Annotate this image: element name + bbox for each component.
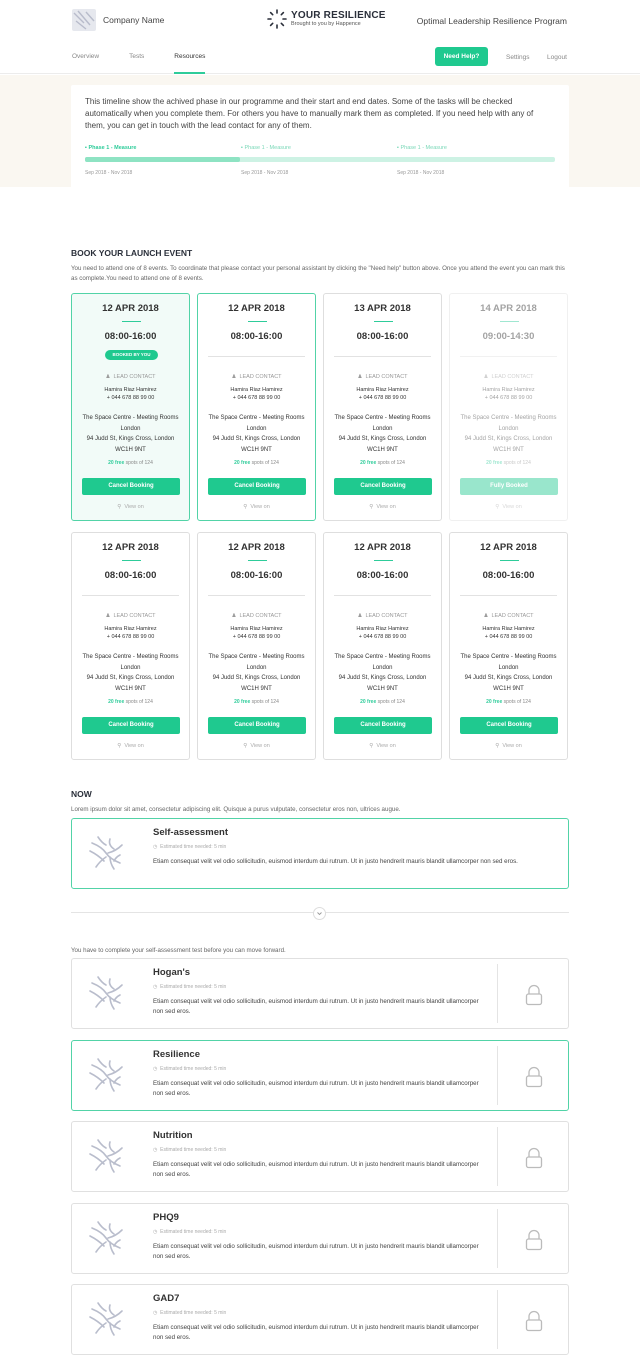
user-icon: ♟ bbox=[231, 613, 237, 619]
cancel-booking-button[interactable]: Cancel Booking bbox=[208, 478, 306, 495]
event-date: 14 APR 2018 bbox=[480, 303, 537, 314]
lead-contact-label bbox=[324, 374, 441, 380]
spots-total: spots of 124 bbox=[503, 460, 531, 466]
event-address bbox=[76, 413, 185, 455]
view-on-text: View on bbox=[502, 743, 522, 749]
event-card[interactable] bbox=[323, 532, 442, 760]
lead-contact-label bbox=[198, 374, 315, 380]
spots-free: 20 free bbox=[234, 699, 251, 705]
company-name: Company Name bbox=[103, 15, 165, 25]
view-on-map-link[interactable] bbox=[72, 743, 189, 749]
cancel-booking-button[interactable]: Fully Booked bbox=[460, 478, 558, 495]
spots-total: spots of 124 bbox=[251, 699, 279, 705]
view-on-text: View on bbox=[250, 743, 270, 749]
cancel-booking-button[interactable]: Cancel Booking bbox=[334, 717, 432, 734]
event-divider bbox=[208, 356, 305, 357]
event-address bbox=[76, 652, 185, 694]
lock-icon bbox=[525, 1066, 543, 1088]
cancel-booking-button[interactable]: Cancel Booking bbox=[460, 717, 558, 734]
event-date: 12 APR 2018 bbox=[102, 303, 159, 314]
view-on-text: View on bbox=[124, 743, 144, 749]
logout-link[interactable]: Logout bbox=[547, 54, 567, 61]
expand-toggle[interactable] bbox=[313, 907, 326, 920]
event-card[interactable] bbox=[71, 293, 190, 521]
map-pin-icon: ⚲ bbox=[243, 743, 248, 749]
map-pin-icon: ⚲ bbox=[369, 743, 374, 749]
venue-postcode: WC1H 9NT bbox=[241, 685, 272, 692]
contact-phone: + 044 678 88 99 00 bbox=[484, 634, 533, 640]
event-time: 08:00-16:00 bbox=[356, 331, 409, 342]
phase-label[interactable]: ▪ Phase 1 - Measure bbox=[241, 145, 291, 151]
map-pin-icon: ⚲ bbox=[495, 743, 500, 749]
venue-street: 94 Judd St, Kings Cross, London bbox=[86, 675, 175, 681]
contact-phone: + 044 678 88 99 00 bbox=[358, 395, 407, 401]
lead-contact-text: LEAD CONTACT bbox=[113, 374, 156, 380]
venue-street: 94 Judd St, Kings Cross, London bbox=[464, 436, 553, 442]
venue-city: London bbox=[246, 664, 267, 671]
spots-total: spots of 124 bbox=[377, 460, 405, 466]
settings-link[interactable]: Settings bbox=[506, 54, 530, 61]
venue-city: London bbox=[372, 425, 393, 432]
estimated-time bbox=[153, 984, 226, 990]
view-on-map-link[interactable] bbox=[450, 504, 567, 510]
self-assessment-card[interactable] bbox=[71, 818, 569, 889]
test-title: Self-assessment bbox=[153, 827, 228, 838]
venue-city: London bbox=[120, 425, 141, 432]
map-pin-icon: ⚲ bbox=[243, 504, 248, 510]
view-on-map-link[interactable] bbox=[198, 743, 315, 749]
lock-icon bbox=[525, 1147, 543, 1169]
user-icon: ♟ bbox=[483, 613, 489, 619]
view-on-map-link[interactable] bbox=[324, 504, 441, 510]
event-divider bbox=[208, 595, 305, 596]
spots-available bbox=[324, 460, 441, 466]
view-on-map-link[interactable] bbox=[324, 743, 441, 749]
timeline-card bbox=[71, 85, 569, 190]
lead-contact-text: LEAD CONTACT bbox=[239, 613, 282, 619]
spots-free: 20 free bbox=[108, 699, 125, 705]
event-time: 08:00-16:00 bbox=[230, 570, 283, 581]
venue-postcode: WC1H 9NT bbox=[241, 446, 272, 453]
test-title: Nutrition bbox=[153, 1130, 193, 1141]
event-date: 12 APR 2018 bbox=[102, 542, 159, 553]
lead-contact-info bbox=[450, 625, 567, 641]
user-icon: ♟ bbox=[105, 374, 111, 380]
clock-icon: ◷ bbox=[153, 1066, 158, 1072]
event-address bbox=[202, 413, 311, 455]
lock-icon bbox=[525, 1310, 543, 1332]
venue-postcode: WC1H 9NT bbox=[367, 685, 398, 692]
view-on-text: View on bbox=[250, 504, 270, 510]
view-on-map-link[interactable] bbox=[198, 504, 315, 510]
tab-overview[interactable]: Overview bbox=[72, 53, 100, 60]
spots-available bbox=[72, 699, 189, 705]
now-section-desc: Lorem ipsum dolor sit amet, consectetur adipiscing elit. Quisque a purus vulputate, consectetur eros non, ultrices augue. bbox=[71, 806, 401, 813]
venue-name: The Space Centre - Meeting Rooms bbox=[82, 654, 179, 660]
event-address bbox=[328, 413, 437, 455]
lead-contact-text: LEAD CONTACT bbox=[491, 374, 534, 380]
venue-name: The Space Centre - Meeting Rooms bbox=[208, 415, 305, 421]
company[interactable] bbox=[72, 9, 164, 31]
event-time: 08:00-16:00 bbox=[230, 331, 283, 342]
user-icon: ♟ bbox=[483, 374, 489, 380]
venue-street: 94 Judd St, Kings Cross, London bbox=[86, 436, 175, 442]
event-date-underline bbox=[500, 321, 519, 322]
lead-contact-text: LEAD CONTACT bbox=[365, 374, 408, 380]
brand-title: YOUR RESILIENCE bbox=[291, 10, 386, 21]
test-description: Etiam consequat velit vel odio sollicitudin, euismod interdum dui rutrum. Ut in justo hendrerit mauris blandit ullamcorper non sed eros. bbox=[153, 1324, 479, 1341]
clock-icon: ◷ bbox=[153, 984, 158, 990]
event-divider bbox=[82, 595, 179, 596]
main-nav bbox=[72, 53, 235, 60]
test-title: PHQ9 bbox=[153, 1212, 179, 1223]
clock-icon: ◷ bbox=[153, 1229, 158, 1235]
contact-name: Hamira Riaz Hamirez bbox=[104, 387, 157, 393]
lead-contact-info bbox=[198, 386, 315, 402]
event-date: 13 APR 2018 bbox=[354, 303, 411, 314]
event-date: 12 APR 2018 bbox=[228, 303, 285, 314]
venue-street: 94 Judd St, Kings Cross, London bbox=[212, 436, 301, 442]
booked-badge: BOOKED BY YOU bbox=[105, 350, 158, 360]
locked-test-card[interactable] bbox=[71, 958, 569, 1029]
brand-logo[interactable] bbox=[266, 8, 386, 30]
test-title: GAD7 bbox=[153, 1293, 180, 1304]
event-card[interactable] bbox=[323, 293, 442, 521]
cancel-booking-button[interactable]: Cancel Booking bbox=[82, 717, 180, 734]
brand-subtitle: Brought to you by Happence bbox=[291, 21, 361, 27]
tab-resources[interactable]: Resources bbox=[174, 53, 206, 60]
venue-city: London bbox=[120, 664, 141, 671]
program-title: Optimal Leadership Resilience Program bbox=[416, 16, 567, 26]
contact-phone: + 044 678 88 99 00 bbox=[358, 634, 407, 640]
spots-free: 20 free bbox=[108, 460, 125, 466]
event-time: 09:00-14:30 bbox=[482, 331, 535, 342]
event-date: 12 APR 2018 bbox=[354, 542, 411, 553]
locked-test-card[interactable] bbox=[71, 1121, 569, 1192]
company-logo-icon bbox=[72, 9, 96, 31]
contact-name: Hamira Riaz Hamirez bbox=[230, 626, 283, 632]
cancel-booking-button[interactable]: Cancel Booking bbox=[82, 478, 180, 495]
now-section-title: NOW bbox=[71, 789, 92, 799]
event-date: 12 APR 2018 bbox=[480, 542, 537, 553]
clock-icon: ◷ bbox=[153, 1147, 158, 1153]
venue-postcode: WC1H 9NT bbox=[493, 685, 524, 692]
spots-free: 20 free bbox=[486, 460, 503, 466]
estimated-time-text: Estimated time needed: 5 min bbox=[160, 844, 227, 850]
venue-name: The Space Centre - Meeting Rooms bbox=[460, 654, 557, 660]
lead-contact-label bbox=[450, 613, 567, 619]
test-illustration-icon bbox=[84, 1297, 128, 1341]
spots-total: spots of 124 bbox=[125, 460, 153, 466]
estimated-time bbox=[153, 844, 226, 850]
event-divider bbox=[334, 595, 431, 596]
lead-contact-label bbox=[72, 613, 189, 619]
contact-name: Hamira Riaz Hamirez bbox=[356, 387, 409, 393]
test-description: Etiam consequat velit vel odio sollicitudin, euismod interdum dui rutrum. Ut in justo hendrerit mauris blandit ullamcorper non sed eros. bbox=[153, 1080, 479, 1097]
estimated-time-text: Estimated time needed: 5 min bbox=[160, 1066, 227, 1072]
phase-label[interactable]: ▪ Phase 1 - Measure bbox=[85, 145, 137, 151]
venue-street: 94 Judd St, Kings Cross, London bbox=[464, 675, 553, 681]
estimated-time bbox=[153, 1229, 226, 1235]
spots-free: 20 free bbox=[234, 460, 251, 466]
view-on-text: View on bbox=[124, 504, 144, 510]
spots-available bbox=[450, 460, 567, 466]
test-illustration-icon bbox=[84, 971, 128, 1015]
contact-name: Hamira Riaz Hamirez bbox=[356, 626, 409, 632]
contact-name: Hamira Riaz Hamirez bbox=[482, 387, 535, 393]
test-illustration-icon bbox=[84, 1053, 128, 1097]
event-divider bbox=[334, 356, 431, 357]
locked-test-card[interactable] bbox=[71, 1284, 569, 1355]
phase-label-text: Phase 1 - Measure bbox=[400, 145, 447, 151]
phase-label-text: Phase 1 - Measure bbox=[244, 145, 291, 151]
venue-name: The Space Centre - Meeting Rooms bbox=[460, 415, 557, 421]
venue-name: The Space Centre - Meeting Rooms bbox=[334, 654, 431, 660]
estimated-time bbox=[153, 1147, 226, 1153]
event-date-underline bbox=[122, 321, 141, 322]
event-address bbox=[454, 413, 563, 455]
spots-free: 20 free bbox=[360, 699, 377, 705]
event-date-underline bbox=[374, 560, 393, 561]
venue-postcode: WC1H 9NT bbox=[115, 446, 146, 453]
estimated-time-text: Estimated time needed: 5 min bbox=[160, 984, 227, 990]
test-illustration-icon bbox=[84, 1134, 128, 1178]
event-card[interactable] bbox=[197, 293, 316, 521]
tab-tests[interactable]: Tests bbox=[129, 53, 145, 60]
user-icon: ♟ bbox=[357, 374, 363, 380]
contact-phone: + 044 678 88 99 00 bbox=[232, 634, 281, 640]
lead-contact-text: LEAD CONTACT bbox=[113, 613, 156, 619]
contact-phone: + 044 678 88 99 00 bbox=[484, 395, 533, 401]
spots-free: 20 free bbox=[360, 460, 377, 466]
event-date: 12 APR 2018 bbox=[228, 542, 285, 553]
phase-date: Sep 2018 - Nov 2018 bbox=[85, 170, 133, 176]
venue-city: London bbox=[498, 664, 519, 671]
spots-free: 20 free bbox=[486, 699, 503, 705]
event-card[interactable] bbox=[449, 532, 568, 760]
card-divider bbox=[497, 964, 498, 1023]
event-time: 08:00-16:00 bbox=[104, 570, 157, 581]
event-card[interactable] bbox=[449, 293, 568, 521]
test-illustration-icon bbox=[84, 1216, 128, 1260]
venue-city: London bbox=[498, 425, 519, 432]
venue-postcode: WC1H 9NT bbox=[115, 685, 146, 692]
event-date-underline bbox=[122, 560, 141, 561]
venue-postcode: WC1H 9NT bbox=[493, 446, 524, 453]
clock-icon: ◷ bbox=[153, 1310, 158, 1316]
venue-street: 94 Judd St, Kings Cross, London bbox=[338, 436, 427, 442]
venue-name: The Space Centre - Meeting Rooms bbox=[208, 654, 305, 660]
phase-date: Sep 2018 - Nov 2018 bbox=[397, 170, 445, 176]
venue-city: London bbox=[372, 664, 393, 671]
resilience-logo-icon bbox=[266, 8, 288, 30]
chevron-down-icon bbox=[314, 908, 325, 919]
map-pin-icon: ⚲ bbox=[117, 504, 122, 510]
lead-contact-label bbox=[198, 613, 315, 619]
lead-contact-info bbox=[198, 625, 315, 641]
event-divider bbox=[460, 595, 557, 596]
lead-contact-text: LEAD CONTACT bbox=[239, 374, 282, 380]
view-on-text: View on bbox=[376, 504, 396, 510]
test-title: Resilience bbox=[153, 1049, 200, 1060]
lead-contact-info bbox=[72, 386, 189, 402]
venue-name: The Space Centre - Meeting Rooms bbox=[82, 415, 179, 421]
spots-total: spots of 124 bbox=[503, 699, 531, 705]
event-time: 08:00-16:00 bbox=[356, 570, 409, 581]
phase-progress-fill bbox=[85, 157, 240, 162]
user-icon: ♟ bbox=[105, 613, 111, 619]
lead-contact-label bbox=[450, 374, 567, 380]
lock-icon bbox=[525, 984, 543, 1006]
event-address bbox=[454, 652, 563, 694]
event-date-underline bbox=[374, 321, 393, 322]
test-illustration-icon bbox=[84, 831, 128, 875]
venue-name: The Space Centre - Meeting Rooms bbox=[334, 415, 431, 421]
contact-name: Hamira Riaz Hamirez bbox=[230, 387, 283, 393]
event-date-underline bbox=[248, 560, 267, 561]
card-divider bbox=[497, 1290, 498, 1349]
phase-progress-bar bbox=[85, 157, 555, 162]
estimated-time-text: Estimated time needed: 5 min bbox=[160, 1310, 227, 1316]
test-description: Etiam consequat velit vel odio sollicitudin, euismod interdum dui rutrum. Ut in justo hendrerit mauris blandit ullamcorper non sed eros. bbox=[153, 1243, 479, 1260]
lead-contact-info bbox=[324, 386, 441, 402]
view-on-map-link[interactable] bbox=[72, 504, 189, 510]
view-on-map-link[interactable] bbox=[450, 743, 567, 749]
spots-available bbox=[450, 699, 567, 705]
cancel-booking-button[interactable]: Cancel Booking bbox=[208, 717, 306, 734]
contact-phone: + 044 678 88 99 00 bbox=[106, 634, 155, 640]
card-divider bbox=[497, 1046, 498, 1105]
view-on-text: View on bbox=[502, 504, 522, 510]
header bbox=[0, 0, 640, 74]
contact-name: Hamira Riaz Hamirez bbox=[104, 626, 157, 632]
map-pin-icon: ⚲ bbox=[495, 504, 500, 510]
locked-note: You have to complete your self-assessment test before you can move forward. bbox=[71, 947, 286, 954]
event-time: 08:00-16:00 bbox=[482, 570, 535, 581]
lead-contact-label bbox=[72, 374, 189, 380]
venue-street: 94 Judd St, Kings Cross, London bbox=[338, 675, 427, 681]
map-pin-icon: ⚲ bbox=[117, 743, 122, 749]
timeline-description: This timeline show the achived phase in our programme and their start and end dates. Some of the tasks will be checked automatically when you complete them. For others you have to manually mark them as completed. If you need help with any of them, you can get in touch with the lead contact for any of them. bbox=[85, 97, 534, 130]
test-description: Etiam consequat velit vel odio sollicitudin, euismod interdum dui rutrum. Ut in justo hendrerit mauris blandit ullamcorper non sed eros. bbox=[153, 998, 479, 1015]
spots-available bbox=[324, 699, 441, 705]
contact-phone: + 044 678 88 99 00 bbox=[232, 395, 281, 401]
book-section-desc: You need to attend one of 8 events. To coordinate that please contact your personal assistant by clicking the "Need help" button above. Once you attend the event you can mark this as complete.You need to attend one of 8 events. bbox=[71, 265, 565, 282]
map-pin-icon: ⚲ bbox=[369, 504, 374, 510]
user-icon: ♟ bbox=[357, 613, 363, 619]
lock-icon bbox=[525, 1229, 543, 1251]
event-time: 08:00-16:00 bbox=[104, 331, 157, 342]
clock-icon: ◷ bbox=[153, 844, 158, 850]
test-title: Hogan's bbox=[153, 967, 191, 978]
estimated-time bbox=[153, 1066, 226, 1072]
lead-contact-info bbox=[72, 625, 189, 641]
spots-total: spots of 124 bbox=[251, 460, 279, 466]
event-date-underline bbox=[500, 560, 519, 561]
need-help-button[interactable]: Need Help? bbox=[435, 47, 488, 66]
event-card[interactable] bbox=[71, 532, 190, 760]
contact-phone: + 044 678 88 99 00 bbox=[106, 395, 155, 401]
spots-available bbox=[198, 699, 315, 705]
event-date-underline bbox=[248, 321, 267, 322]
estimated-time bbox=[153, 1310, 226, 1316]
book-section-title: BOOK YOUR LAUNCH EVENT bbox=[71, 248, 193, 258]
phase-label[interactable]: ▪ Phase 1 - Measure bbox=[397, 145, 447, 151]
cancel-booking-button[interactable]: Cancel Booking bbox=[334, 478, 432, 495]
lead-contact-info bbox=[450, 386, 567, 402]
spots-total: spots of 124 bbox=[125, 699, 153, 705]
contact-name: Hamira Riaz Hamirez bbox=[482, 626, 535, 632]
event-divider bbox=[460, 356, 557, 357]
spots-available bbox=[198, 460, 315, 466]
estimated-time-text: Estimated time needed: 5 min bbox=[160, 1229, 227, 1235]
test-description: Etiam consequat velit vel odio sollicitudin, euismod interdum dui rutrum. Ut in justo hendrerit mauris blandit ullamcorper non sed eros. bbox=[153, 1161, 479, 1178]
card-divider bbox=[497, 1209, 498, 1268]
locked-test-card[interactable] bbox=[71, 1203, 569, 1274]
lead-contact-text: LEAD CONTACT bbox=[491, 613, 534, 619]
test-description: Etiam consequat velit vel odio sollicitudin, euismod interdum dui rutrum. Ut in justo hendrerit mauris blandit ullamcorper non sed eros. bbox=[153, 858, 518, 865]
venue-city: London bbox=[246, 425, 267, 432]
lead-contact-info bbox=[324, 625, 441, 641]
view-on-text: View on bbox=[376, 743, 396, 749]
venue-street: 94 Judd St, Kings Cross, London bbox=[212, 675, 301, 681]
spots-available bbox=[72, 460, 189, 466]
phase-label-text: Phase 1 - Measure bbox=[88, 145, 137, 151]
lead-contact-label bbox=[324, 613, 441, 619]
phase-date: Sep 2018 - Nov 2018 bbox=[241, 170, 289, 176]
estimated-time-text: Estimated time needed: 5 min bbox=[160, 1147, 227, 1153]
lead-contact-text: LEAD CONTACT bbox=[365, 613, 408, 619]
event-address bbox=[328, 652, 437, 694]
spots-total: spots of 124 bbox=[377, 699, 405, 705]
venue-postcode: WC1H 9NT bbox=[367, 446, 398, 453]
event-address bbox=[202, 652, 311, 694]
card-divider bbox=[497, 1127, 498, 1186]
locked-test-card[interactable] bbox=[71, 1040, 569, 1111]
event-card[interactable] bbox=[197, 532, 316, 760]
user-icon: ♟ bbox=[231, 374, 237, 380]
